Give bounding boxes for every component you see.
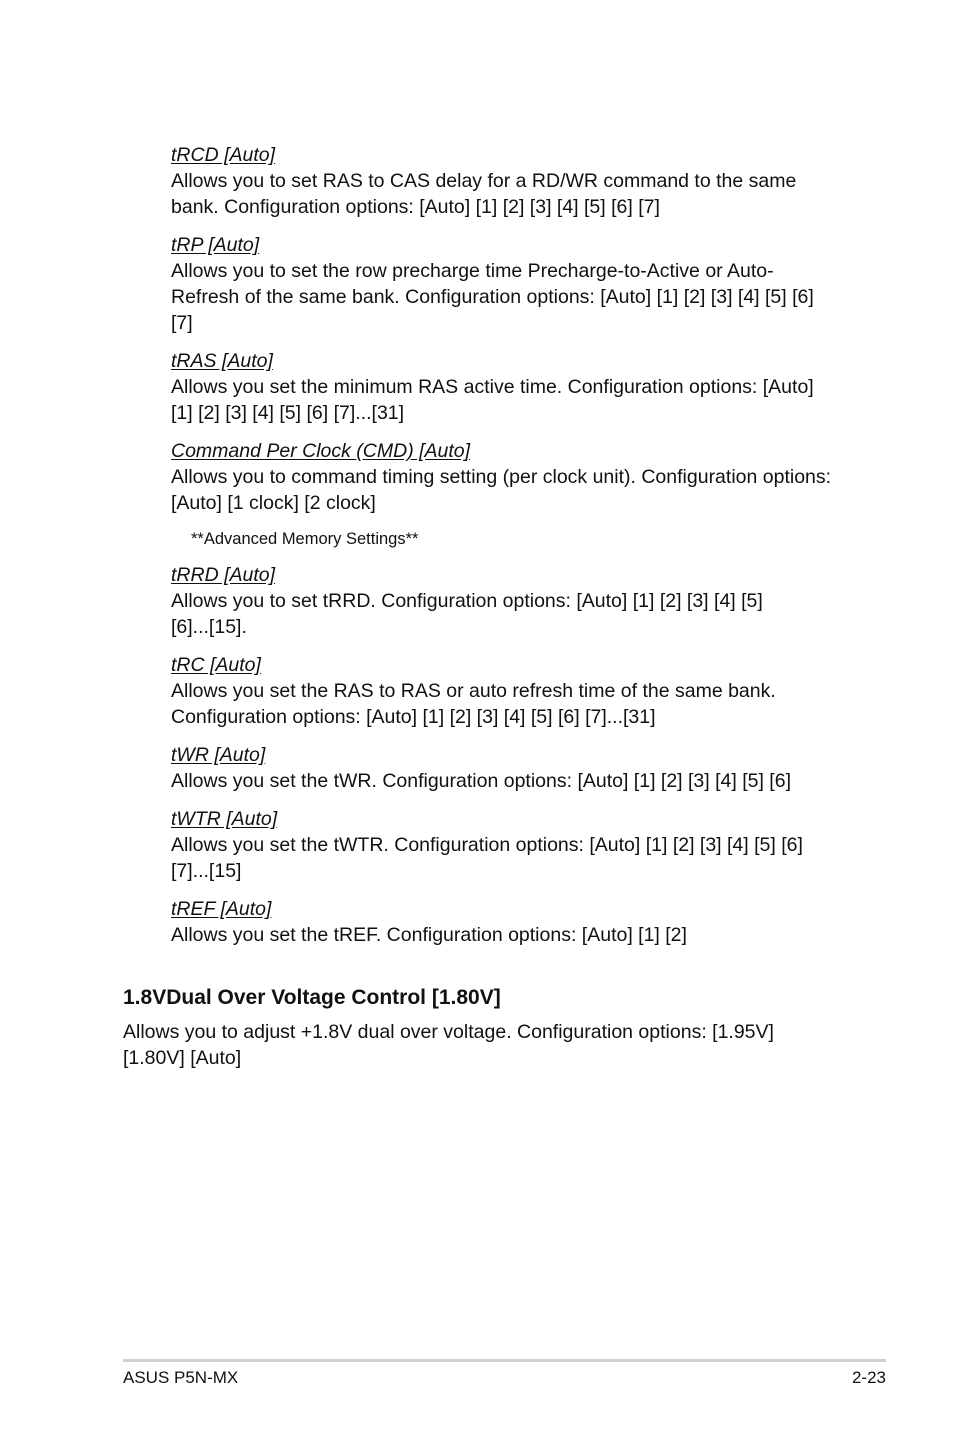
section-description: Allows you to adjust +1.8V dual over voltage. Configuration options: [1.95V] [1.80V] [Auto]: [123, 1021, 774, 1069]
item-description: Allows you set the tWTR. Configuration options: [Auto] [1] [2] [3] [4] [5] [6] [7]...[15]: [171, 834, 803, 882]
item-description: Allows you set the RAS to RAS or auto refresh time of the same bank. Configuration options: [Auto] [1] [2] [3] [4] [5] [6] [7]...[31]: [171, 680, 776, 728]
item-description: Allows you set the minimum RAS active time. Configuration options: [Auto] [1] [2] [3] [4] [5] [6] [7]...[31]: [171, 376, 814, 424]
item-twr: [171, 742, 841, 794]
item-title: tRCD [Auto]: [171, 144, 276, 166]
item-title: tRP [Auto]: [171, 234, 260, 256]
footer-page-number: 2-23: [851, 1368, 886, 1387]
item-command-per-clock: [171, 438, 841, 516]
item-description: Allows you set the tWR. Configuration options: [Auto] [1] [2] [3] [4] [5] [6]: [171, 770, 791, 792]
item-description: Allows you to command timing setting (per clock unit). Configuration options: [Auto] [1 clock] [2 clock]: [171, 466, 832, 514]
item-trc: [171, 652, 841, 730]
item-description: Allows you to set RAS to CAS delay for a RD/WR command to the same bank. Configuration options: [Auto] [1] [2] [3] [4] [5] [6] [7]: [171, 170, 797, 218]
advanced-memory-settings-note: **Advanced Memory Settings**: [191, 530, 419, 548]
item-title: tREF [Auto]: [171, 898, 272, 920]
item-tref: [171, 896, 841, 948]
item-trp: [171, 232, 841, 336]
footer-divider: [123, 1359, 886, 1362]
item-title: tRRD [Auto]: [171, 564, 276, 586]
item-description: Allows you to set tRRD. Configuration options: [Auto] [1] [2] [3] [4] [5] [6]...[15].: [171, 590, 763, 638]
item-description: Allows you set the tREF. Configuration options: [Auto] [1] [2]: [171, 924, 687, 946]
memory-settings-list: [171, 142, 841, 960]
item-tras: [171, 348, 841, 426]
section-heading: 1.8VDual Over Voltage Control [1.80V]: [123, 986, 501, 1009]
item-title: tRAS [Auto]: [171, 350, 273, 372]
item-title: Command Per Clock (CMD) [Auto]: [171, 440, 471, 462]
item-trcd: [171, 142, 841, 220]
item-title: tWTR [Auto]: [171, 808, 278, 830]
item-title: tWR [Auto]: [171, 744, 266, 766]
item-description: Allows you to set the row precharge time Precharge-to-Active or Auto-Refresh of the same bank. Configuration options: [Auto] [1] [2] [3] [4] [5] [6] [7]: [171, 260, 814, 334]
footer-product-name: ASUS P5N-MX: [123, 1368, 239, 1387]
voltage-control-section: [123, 984, 823, 1071]
item-title: tRC [Auto]: [171, 654, 261, 676]
item-trrd: [171, 562, 841, 640]
item-twtr: [171, 806, 841, 884]
